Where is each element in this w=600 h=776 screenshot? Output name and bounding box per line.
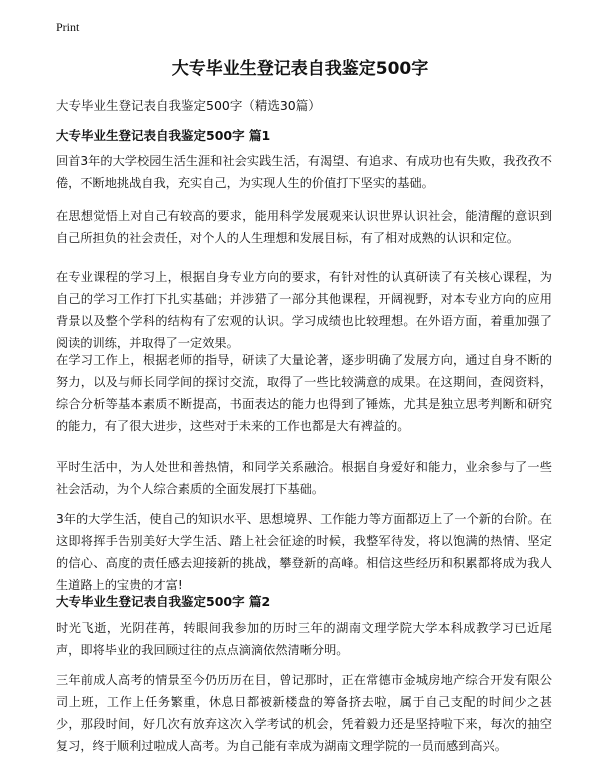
page-title: 大专毕业生登记表自我鉴定500字 <box>171 59 429 79</box>
article-heading-2: 大专毕业生登记表自我鉴定500字 篇2 <box>56 594 271 609</box>
paragraph: 3年的大学生活，使自己的知识水平、思想境界、工作能力等方面都迈上了一个新的台阶。在这即将挥手告别美好大学生活、踏上社会征途的时候，我整军待发，将以饱满的热情、坚定的信心、高度的责任感去迎接新的挑战，攀登新的高峰。相信这些经历和积累都将成为我人生道路上的宝贵的才富! <box>56 512 552 592</box>
print-link[interactable]: Print <box>56 20 80 34</box>
article-heading-1: 大专毕业生登记表自我鉴定500字 篇1 <box>56 128 271 143</box>
paragraph: 在专业课程的学习上，根据自身专业方向的要求，有针对性的认真研读了有关核心课程，为自己的学习工作打下扎实基础；并涉猎了一部分其他课程，开阔视野，对本专业方向的应用背景以及整个学科的结构有了宏观的认识。学习成绩也比较理想。在外语方面，着重加强了阅读的训练，并取得了一定效果。 <box>56 270 552 350</box>
paragraph: 平时生活中，为人处世和善热情，和同学关系融洽。根据自身爱好和能力，业余参与了一些社会活动，为个人综合素质的全面发展打下基础。 <box>56 460 552 496</box>
paragraph: 时光飞逝，光阴荏苒，转眼间我参加的历时三年的湖南文理学院大学本科成教学习已近尾声，即将毕业的我回顾过往的点点滴滴依然清晰分明。 <box>56 621 552 657</box>
page-subtitle: 大专毕业生登记表自我鉴定500字（精选30篇） <box>56 98 321 113</box>
paragraph: 三年前成人高考的情景至今仍历历在目，曾记那时，正在常德市金城房地产综合开发有限公司上班，工作上任务繁重，休息日都被新楼盘的筹备挤去啦，属于自己支配的时间少之甚少，那段时间，好几次有放弃这次入学考试的机会，凭着毅力还是坚持啦下来，每次的抽空复习，终于顺利过啦成人高考。为自己能有幸成为湖南文理学院的一员而感到高兴。 <box>56 673 552 753</box>
paragraph: 在学习工作上，根据老师的指导，研读了大量论著，逐步明确了发展方向，通过自身不断的努力，以及与师长同学间的探讨交流，取得了一些比较满意的成果。在这期间，查阅资料，综合分析等基本素质不断提高，书面表达的能力也得到了锤炼，尤其是独立思考判断和研究的能力，有了很大进步，这些对于未来的工作也都是大有裨益的。 <box>56 353 552 433</box>
paragraph: 回首3年的大学校园生活生涯和社会实践生活，有渴望、有追求、有成功也有失败，我孜孜不倦，不断地挑战自我，充实自己，为实现人生的价值打下坚实的基础。 <box>56 154 552 190</box>
paragraph: 在思想觉悟上对自己有较高的要求，能用科学发展观来认识世界认识社会，能清醒的意识到自己所担负的社会责任，对个人的人生理想和发展目标，有了相对成熟的认识和定位。 <box>56 209 552 245</box>
